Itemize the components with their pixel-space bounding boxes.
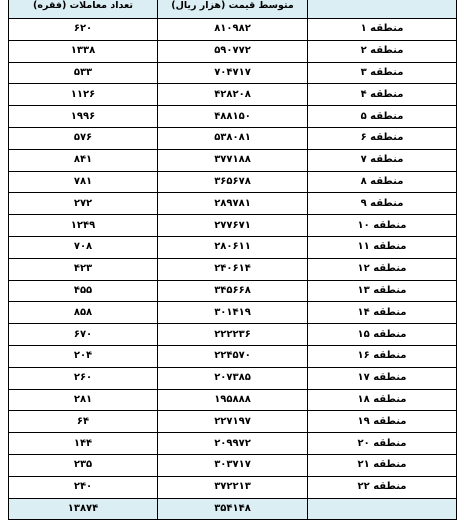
cell-transactions: ۱۳۸۷۴ — [9, 498, 158, 520]
cell-avg-price: ۳۰۱۴۱۹ — [158, 302, 308, 324]
table-row — [9, 389, 457, 411]
cell-avg-price: ۴۲۸۲۰۸ — [158, 84, 308, 106]
table-row — [9, 171, 457, 193]
cell-avg-price: ۷۰۴۷۱۷ — [158, 62, 308, 84]
cell-transactions: ۱۳۳۸ — [9, 40, 158, 62]
total-row — [9, 498, 457, 520]
cell-region: منطقه ۵ — [308, 106, 457, 128]
cell-transactions: ۷۰۸ — [9, 236, 158, 258]
cell-avg-price: ۳۵۴۱۴۸ — [158, 498, 308, 520]
cell-region: منطقه ۹ — [308, 193, 457, 215]
header-avg-price: متوسط قیمت (هزار ریال) — [158, 0, 308, 19]
table-row — [9, 149, 457, 171]
cell-region: منطقه ۷ — [308, 149, 457, 171]
cell-transactions: ۸۵۸ — [9, 302, 158, 324]
cell-avg-price: ۳۷۲۲۱۳ — [158, 476, 308, 498]
cell-transactions: ۲۰۴ — [9, 345, 158, 367]
cell-avg-price: ۳۶۵۶۷۸ — [158, 171, 308, 193]
cell-region: منطقه ۱۵ — [308, 324, 457, 346]
table-row — [9, 236, 457, 258]
cell-avg-price: ۲۰۹۹۷۲ — [158, 433, 308, 455]
cell-region: منطقه ۱۳ — [308, 280, 457, 302]
table-row — [9, 367, 457, 389]
cell-transactions: ۵۷۶ — [9, 127, 158, 149]
table-row — [9, 476, 457, 498]
cell-avg-price: ۸۱۰۹۸۲ — [158, 19, 308, 41]
cell-region — [308, 498, 457, 520]
cell-transactions: ۲۷۲ — [9, 193, 158, 215]
table-container — [8, 0, 456, 520]
cell-transactions: ۱۹۹۶ — [9, 106, 158, 128]
table-row — [9, 345, 457, 367]
cell-transactions: ۲۴۰ — [9, 476, 158, 498]
table-row — [9, 280, 457, 302]
cell-transactions: ۵۳۳ — [9, 62, 158, 84]
cell-region: منطقه ۶ — [308, 127, 457, 149]
cell-transactions: ۶۴ — [9, 411, 158, 433]
cell-avg-price: ۲۲۷۱۹۷ — [158, 411, 308, 433]
table-row — [9, 106, 457, 128]
cell-region: منطقه ۲۱ — [308, 454, 457, 476]
cell-region: منطقه ۱۰ — [308, 215, 457, 237]
cell-avg-price: ۵۹۰۷۷۲ — [158, 40, 308, 62]
table-row — [9, 258, 457, 280]
cell-avg-price: ۲۲۴۵۷۰ — [158, 345, 308, 367]
cell-avg-price: ۵۳۸۰۸۱ — [158, 127, 308, 149]
table-row — [9, 127, 457, 149]
cell-transactions: ۱۴۴ — [9, 433, 158, 455]
cell-region: منطقه ۲ — [308, 40, 457, 62]
cell-region: منطقه ۱۲ — [308, 258, 457, 280]
cell-region: منطقه ۱۱ — [308, 236, 457, 258]
table-row — [9, 324, 457, 346]
cell-avg-price: ۳۰۳۷۱۷ — [158, 454, 308, 476]
table-row — [9, 19, 457, 41]
cell-transactions: ۲۸۱ — [9, 389, 158, 411]
table-row — [9, 302, 457, 324]
cell-region: منطقه ۱۸ — [308, 389, 457, 411]
cell-transactions: ۲۳۵ — [9, 454, 158, 476]
cell-region: منطقه ۱۷ — [308, 367, 457, 389]
cell-transactions: ۸۴۱ — [9, 149, 158, 171]
cell-transactions: ۲۶۰ — [9, 367, 158, 389]
table-row — [9, 62, 457, 84]
cell-avg-price: ۲۸۰۶۱۱ — [158, 236, 308, 258]
table-row — [9, 433, 457, 455]
cell-region: منطقه ۸ — [308, 171, 457, 193]
cell-avg-price: ۲۲۲۲۳۶ — [158, 324, 308, 346]
cell-transactions: ۴۵۵ — [9, 280, 158, 302]
cell-avg-price: ۴۸۸۱۵۰ — [158, 106, 308, 128]
table-header-row — [9, 0, 457, 19]
cell-avg-price: ۳۴۵۶۶۸ — [158, 280, 308, 302]
cell-transactions: ۶۲۰ — [9, 19, 158, 41]
table-row — [9, 215, 457, 237]
cell-region: منطقه ۲۰ — [308, 433, 457, 455]
cell-region: منطقه ۱۶ — [308, 345, 457, 367]
cell-transactions: ۴۲۳ — [9, 258, 158, 280]
header-transactions: تعداد معاملات (فقره) — [9, 0, 158, 19]
table-row — [9, 411, 457, 433]
cell-transactions: ۱۲۴۹ — [9, 215, 158, 237]
cell-avg-price: ۲۴۰۶۱۴ — [158, 258, 308, 280]
cell-region: منطقه ۴ — [308, 84, 457, 106]
cell-avg-price: ۲۷۷۶۷۱ — [158, 215, 308, 237]
header-region — [308, 0, 457, 19]
cell-region: منطقه ۱۴ — [308, 302, 457, 324]
cell-avg-price: ۱۹۵۸۸۸ — [158, 389, 308, 411]
cell-region: منطقه ۲۲ — [308, 476, 457, 498]
cell-transactions: ۱۱۲۶ — [9, 84, 158, 106]
cell-avg-price: ۳۷۷۱۸۸ — [158, 149, 308, 171]
cell-transactions: ۷۸۱ — [9, 171, 158, 193]
transactions-table — [8, 0, 457, 520]
table-body — [9, 19, 457, 520]
table-row — [9, 84, 457, 106]
table-row — [9, 193, 457, 215]
cell-region: منطقه ۱ — [308, 19, 457, 41]
cell-avg-price: ۲۰۷۳۸۵ — [158, 367, 308, 389]
cell-region: منطقه ۳ — [308, 62, 457, 84]
cell-region: منطقه ۱۹ — [308, 411, 457, 433]
cell-transactions: ۶۷۰ — [9, 324, 158, 346]
table-row — [9, 40, 457, 62]
cell-avg-price: ۲۸۹۷۸۱ — [158, 193, 308, 215]
